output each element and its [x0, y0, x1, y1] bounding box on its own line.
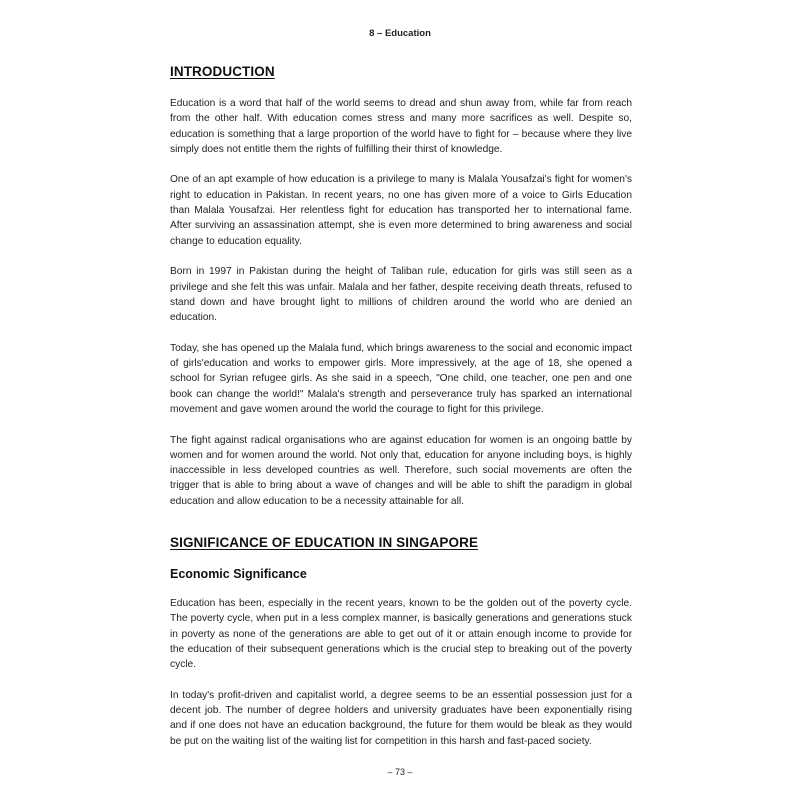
page-number: – 73 – — [387, 767, 413, 777]
economic-paragraph-2: In today's profit-driven and capitalist world, a degree seems to be an essential possession just for a decent job. The number of degree holders and university graduates have been exponentially rising and if one does not have an education background, the future for them would be bleak as they would be put on the waiting list of the waiting list for competition in this harsh and fast-paced society. — [170, 689, 632, 747]
economic-significance-subheading: Economic Significance — [170, 567, 307, 582]
running-header: 8 – Education — [369, 28, 431, 39]
intro-paragraph-2: One of an apt example of how education is a privilege to many is Malala Yousafzai's fight for women's right to education in Pakistan. In recent years, no one has given more of a voice to Girls Education than Malala Yousafzai. Her relentless fight for education has transported her to international fame. After surviving an assassination attempt, she is even more determined to bring awareness and social change to education equality. — [170, 174, 632, 247]
introduction-heading: INTRODUCTION — [170, 64, 275, 79]
economic-paragraph-1: Education has been, especially in the recent years, known to be the golden out of the poverty cycle. The poverty cycle, when put in a less complex manner, is basically generations and generations stuck in poverty as none of the generations are able to get out of it or attain enough income to provide for the education of their subsequent generations which is the crucial step to breaking out of the poverty cycle. — [170, 598, 632, 671]
intro-paragraph-1: Education is a word that half of the world seems to dread and shun away from, while far from reach from the other half. With education comes stress and many more sacrifices as well. Despite so, education is something that a large proportion of the world have to fight for – because where they live simply does not entitle them the rights of fulfilling their thirst of knowledge. — [170, 98, 632, 155]
intro-paragraph-3: Born in 1997 in Pakistan during the height of Taliban rule, education for girls was still seen as a privilege and she felt this was unfair. Malala and her father, despite receiving death threats, refused to stand down and have brought light to millions of children around the world who are denied an education. — [170, 266, 632, 324]
intro-paragraph-4: Today, she has opened up the Malala fund, which brings awareness to the social and economic impact of girls'education and works to empower girls. More impressively, at the age of 18, she opened a school for Syrian refugee girls. As she said in a speech, "One child, one teacher, one pen and one book can change the world!" Malala's strength and perseverance truly has sparked an international movement and gave women around the world the courage to fight for this privilege. — [170, 342, 632, 415]
significance-heading: SIGNIFICANCE OF EDUCATION IN SINGAPORE — [170, 535, 479, 551]
page-content — [170, 64, 632, 764]
intro-paragraph-5: The fight against radical organisations who are against education for women is an ongoing battle by women and for women around the world. Not only that, education for anyone including boys, is highly inaccessible in less developed countries as well. Therefore, such social movements are often the trigger that is able to bring about a wave of changes and will be able to shift the paradigm in global education and allow education to be a necessity attainable for all. — [170, 434, 632, 507]
